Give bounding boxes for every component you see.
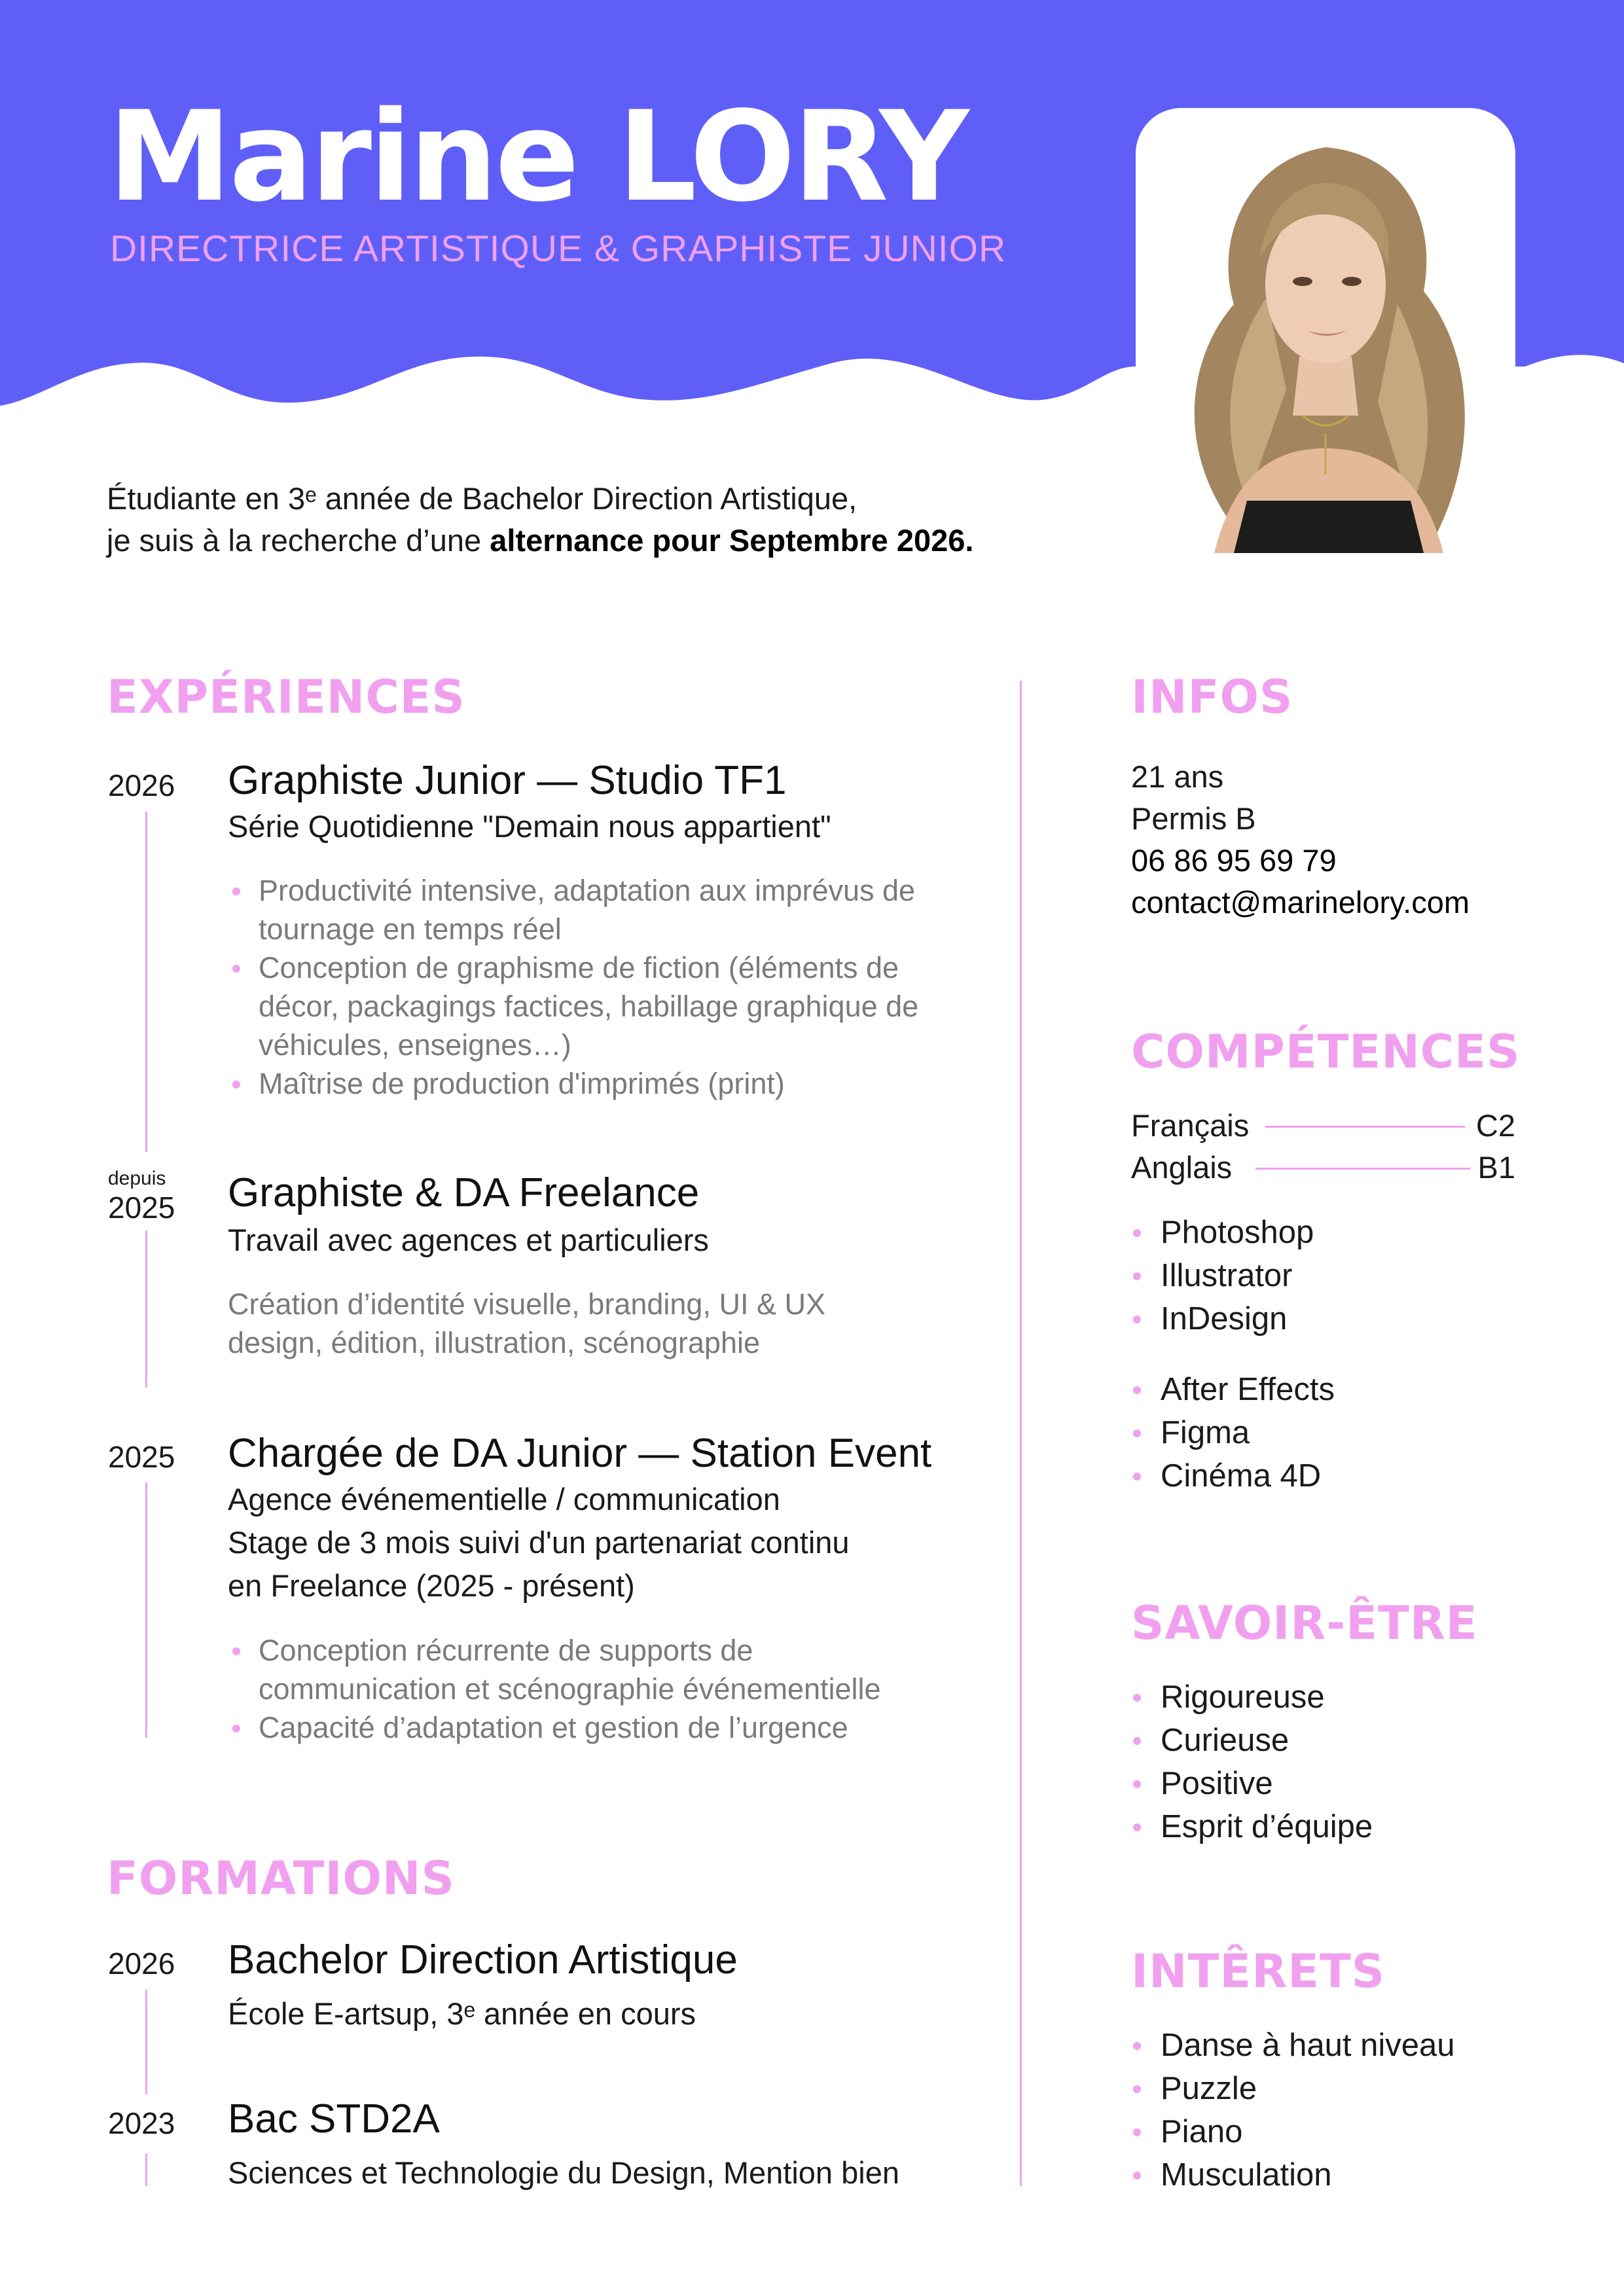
formation-title: Bac STD2A (228, 2096, 440, 2142)
list-item: Positive (1131, 1762, 1373, 1805)
language-name: Anglais (1131, 1150, 1233, 1185)
section-heading-experiences: EXPÉRIENCES (107, 670, 465, 724)
list-item: Capacité d’adaptation et gestion de l’urgence (229, 1708, 929, 1747)
list-item: Conception récurrente de supports de communication et scénographie événementielle (229, 1631, 929, 1708)
experience-year-prefix: depuis (108, 1168, 166, 1189)
intro-line-1: Étudiante en 3ᵉ année de Bachelor Direction Artistique, (107, 481, 857, 516)
language-name: Français (1131, 1108, 1250, 1143)
experience-year-value: 2025 (108, 1191, 175, 1225)
experience-title: Chargée de DA Junior — Station Event (228, 1431, 932, 1476)
list-item: Curieuse (1131, 1719, 1373, 1762)
list-item: Danse à haut niveau (1131, 2024, 1455, 2067)
intro-line-2: je suis à la recherche d’une (107, 523, 490, 558)
software-list (1131, 1368, 1335, 1498)
intro-highlight: alternance pour Septembre 2026. (490, 523, 974, 558)
section-heading-formations: FORMATIONS (107, 1852, 455, 1905)
list-item: Conception de graphisme de fiction (éléments de décor, packagings factices, habillage graphique de véhicules, enseignes…) (229, 948, 956, 1064)
timeline-line-experiences-3 (145, 1482, 147, 1738)
timeline-line-experiences-1 (145, 812, 147, 1152)
language-level-bar (1265, 1126, 1465, 1128)
timeline-line-formations-1 (145, 1990, 147, 2094)
experience-subtitle (228, 1478, 1013, 1607)
list-item: Figma (1131, 1411, 1335, 1454)
list-item: Maîtrise de production d'imprimés (print) (229, 1064, 956, 1103)
column-divider (1020, 681, 1022, 2186)
software-list (1131, 1211, 1314, 1340)
list-item: Esprit d’équipe (1131, 1805, 1373, 1848)
list-item: After Effects (1131, 1368, 1335, 1411)
list-item: InDesign (1131, 1297, 1314, 1340)
info-age: 21 ans (1131, 759, 1224, 794)
profile-photo (1136, 108, 1515, 553)
experience-subtitle: Série Quotidienne "Demain nous appartient" (228, 809, 831, 844)
section-heading-infos: INFOS (1131, 670, 1293, 724)
list-item: Productivité intensive, adaptation aux imprévus de tournage en temps réel (229, 871, 956, 948)
experience-bullets (229, 871, 956, 1103)
list-item: Puzzle (1131, 2067, 1455, 2110)
list-item: Cinéma 4D (1131, 1454, 1335, 1498)
formation-subtitle: Sciences et Technologie du Design, Mention bien (228, 2155, 899, 2190)
experience-subtitle: Travail avec agences et particuliers (228, 1223, 709, 1257)
experience-subtitle-line: en Freelance (2025 - présent) (228, 1568, 635, 1603)
job-title-subtitle: DIRECTRICE ARTISTIQUE & GRAPHISTE JUNIOR (110, 228, 1007, 270)
experience-subtitle-line: Agence événementielle / communication (228, 1482, 780, 1516)
list-item: Musculation (1131, 2153, 1455, 2197)
list-item: Rigoureuse (1131, 1676, 1373, 1719)
experience-title: Graphiste Junior — Studio TF1 (228, 758, 787, 803)
formation-year: 2026 (108, 1946, 175, 1981)
timeline-line-formations-2 (145, 2153, 147, 2186)
info-phone: 06 86 95 69 79 (1131, 843, 1337, 878)
formation-title: Bachelor Direction Artistique (228, 1937, 738, 1982)
experience-description: Création d’identité visuelle, branding, UI & UX design, édition, illustration, scénographie (228, 1287, 825, 1359)
candidate-name: Marine LORY (108, 84, 967, 229)
intro-paragraph (107, 478, 1089, 562)
info-email: contact@marinelory.com (1131, 885, 1470, 920)
interests-list (1131, 2024, 1455, 2197)
language-level: C2 (1475, 1108, 1515, 1143)
list-item: Illustrator (1131, 1254, 1314, 1297)
language-level-bar (1255, 1168, 1470, 1170)
experience-year: 2025 (108, 1440, 175, 1474)
language-level: B1 (1477, 1150, 1515, 1185)
timeline-line-experiences-2 (145, 1230, 147, 1388)
experience-subtitle-line: Stage de 3 mois suivi d'un partenariat continu (228, 1525, 850, 1560)
experience-bullets (229, 1631, 929, 1747)
section-heading-savoir-etre: SAVOIR-ÊTRE (1131, 1596, 1478, 1650)
experience-year (108, 1168, 193, 1226)
language-row (1131, 1105, 1515, 1147)
section-heading-interets: INTÊRETS (1131, 1945, 1386, 1998)
list-item: Piano (1131, 2110, 1455, 2153)
formation-year: 2023 (108, 2106, 175, 2140)
soft-skills-list (1131, 1676, 1373, 1848)
experience-title: Graphiste & DA Freelance (228, 1170, 700, 1215)
list-item: Photoshop (1131, 1211, 1314, 1254)
experience-year: 2026 (108, 768, 175, 802)
section-heading-competences: COMPÉTENCES (1131, 1025, 1521, 1079)
formation-subtitle: École E-artsup, 3ᵉ année en cours (228, 1996, 696, 2031)
info-license: Permis B (1131, 801, 1256, 836)
language-row (1131, 1147, 1515, 1189)
